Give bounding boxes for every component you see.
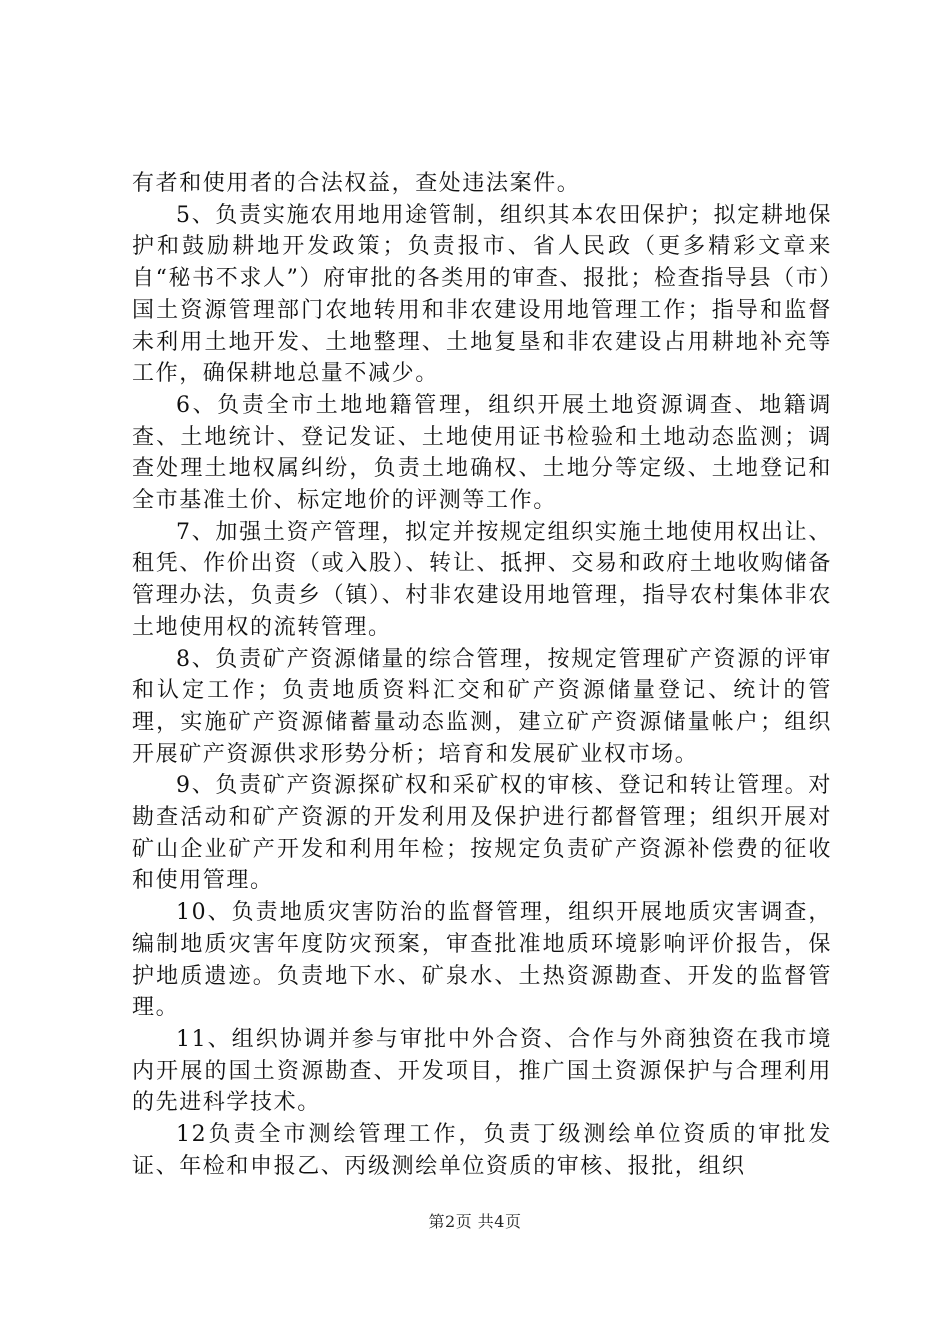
paragraph-item-7: 7、加强土资产管理，拟定并按规定组织实施土地使用权出让、租凭、作价出资（或入股）、转让、抵押、交易和政府土地收购储备管理办法，负责乡（镇）、村非农建设用地管理，指导农村集体非农土地使用权的流转管理。	[132, 519, 832, 640]
paragraph-item-6: 6、负责全市土地地籍管理，组织开展土地资源调查、地籍调查、土地统计、登记发证、土地使用证书检验和土地动态监测；调查处理土地权属纠纷，负责土地确权、土地分等定级、土地登记和全市基准土价、标定地价的评测等工作。	[132, 392, 832, 514]
document-body	[132, 168, 832, 1183]
paragraph-item-10: 10、负责地质灾害防治的监督管理，组织开展地质灾害调查，编制地质灾害年度防灾预案，审查批准地质环境影响评价报告，保护地质遗迹。负责地下水、矿泉水、土热资源勘查、开发的监督管理。	[132, 900, 832, 1021]
paragraph-item-5: 5、负责实施农用地用途管制，组织其本农田保护；拟定耕地保护和鼓励耕地开发政策；负责报市、省人民政（更多精彩文章来自“秘书不求人”）府审批的各类用的审查、报批；检查指导县（市）国土资源管理部门农地转用和非农建设用地管理工作；指导和监督未利用土地开发、土地整理、土地复垦和非农建设占用耕地补充等工作，确保耕地总量不减少。	[132, 202, 832, 387]
paragraph-continuation: 有者和使用者的合法权益，查处违法案件。	[132, 171, 581, 196]
paragraph-item-11: 11、组织协调并参与审批中外合资、合作与外商独资在我市境内开展的国土资源勘查、开发项目，推广国土资源保护与合理利用的先进科学技术。	[132, 1026, 832, 1116]
page-number-footer: 第2页 共4页	[428, 1212, 522, 1231]
paragraph-item-8: 8、负责矿产资源储量的综合管理，按规定管理矿产资源的评审和认定工作；负责地质资料汇交和矿产资源储量登记、统计的管理，实施矿产资源储蓄量动态监测，建立矿产资源储量帐户；组织开展矿产资源供求形势分析；培育和发展矿业权市场。	[132, 646, 832, 767]
paragraph-item-12: 12负责全市测绘管理工作，负责丁级测绘单位资质的审批发证、年检和申报乙、丙级测绘单位资质的审核、报批，组织	[132, 1122, 832, 1179]
paragraph-item-9: 9、负责矿产资源探矿权和采矿权的审核、登记和转让管理。对勘查活动和矿产资源的开发利用及保护进行都督管理；组织开展对矿山企业矿产开发和利用年检；按规定负责矿产资源补偿费的征收和使用管理。	[132, 773, 832, 894]
